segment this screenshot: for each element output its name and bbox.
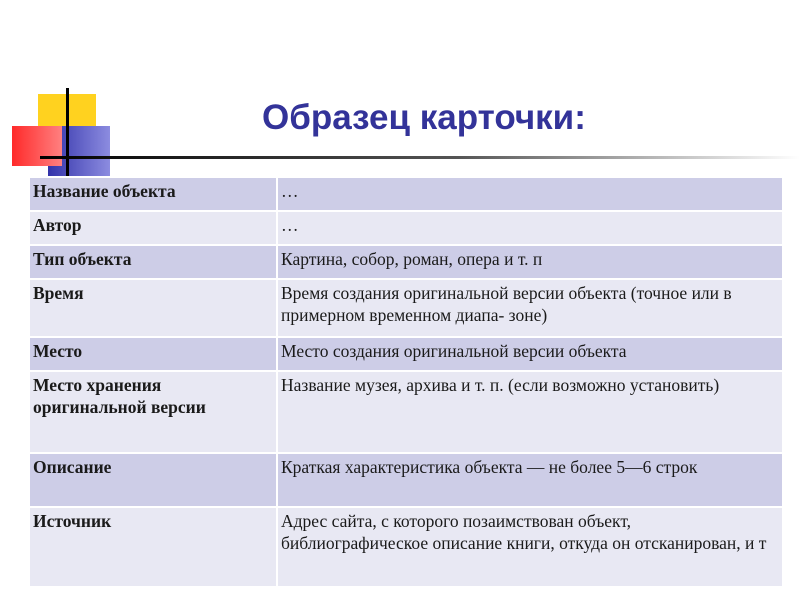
vertical-rule — [66, 88, 69, 180]
field-name-cell: Тип объекта — [29, 245, 277, 279]
field-name-cell: Время — [29, 279, 277, 337]
field-value-cell: Адрес сайта, с которого позаимствован объект, библиографическое описание книги, откуда он отсканирован, и т — [277, 507, 783, 587]
table-row — [29, 245, 783, 279]
table-row — [29, 371, 783, 453]
field-name-cell: Источник — [29, 507, 277, 587]
field-value-cell: Время создания оригинальной версии объекта (точное или в примерном временном диапа- зоне) — [277, 279, 783, 337]
field-name-cell: Описание — [29, 453, 277, 507]
red-square — [12, 126, 62, 166]
field-value-cell: … — [277, 211, 783, 245]
field-name-cell: Место хранения оригинальной версии — [29, 371, 277, 453]
card-template-table — [28, 176, 784, 588]
field-name-cell: Название объекта — [29, 177, 277, 211]
field-value-cell: Картина, собор, роман, опера и т. п — [277, 245, 783, 279]
table-row — [29, 177, 783, 211]
table-row — [29, 453, 783, 507]
field-name-cell: Автор — [29, 211, 277, 245]
field-value-cell: Название музея, архива и т. п. (если возможно установить) — [277, 371, 783, 453]
field-value-cell: Краткая характеристика объекта — не более 5—6 строк — [277, 453, 783, 507]
table-row — [29, 279, 783, 337]
field-value-cell: … — [277, 177, 783, 211]
table-row — [29, 211, 783, 245]
slide-title: Образец карточки: — [262, 98, 586, 137]
field-value-cell: Место создания оригинальной версии объекта — [277, 337, 783, 371]
title-underline — [40, 156, 800, 159]
table-row — [29, 507, 783, 587]
table-row — [29, 337, 783, 371]
field-name-cell: Место — [29, 337, 277, 371]
